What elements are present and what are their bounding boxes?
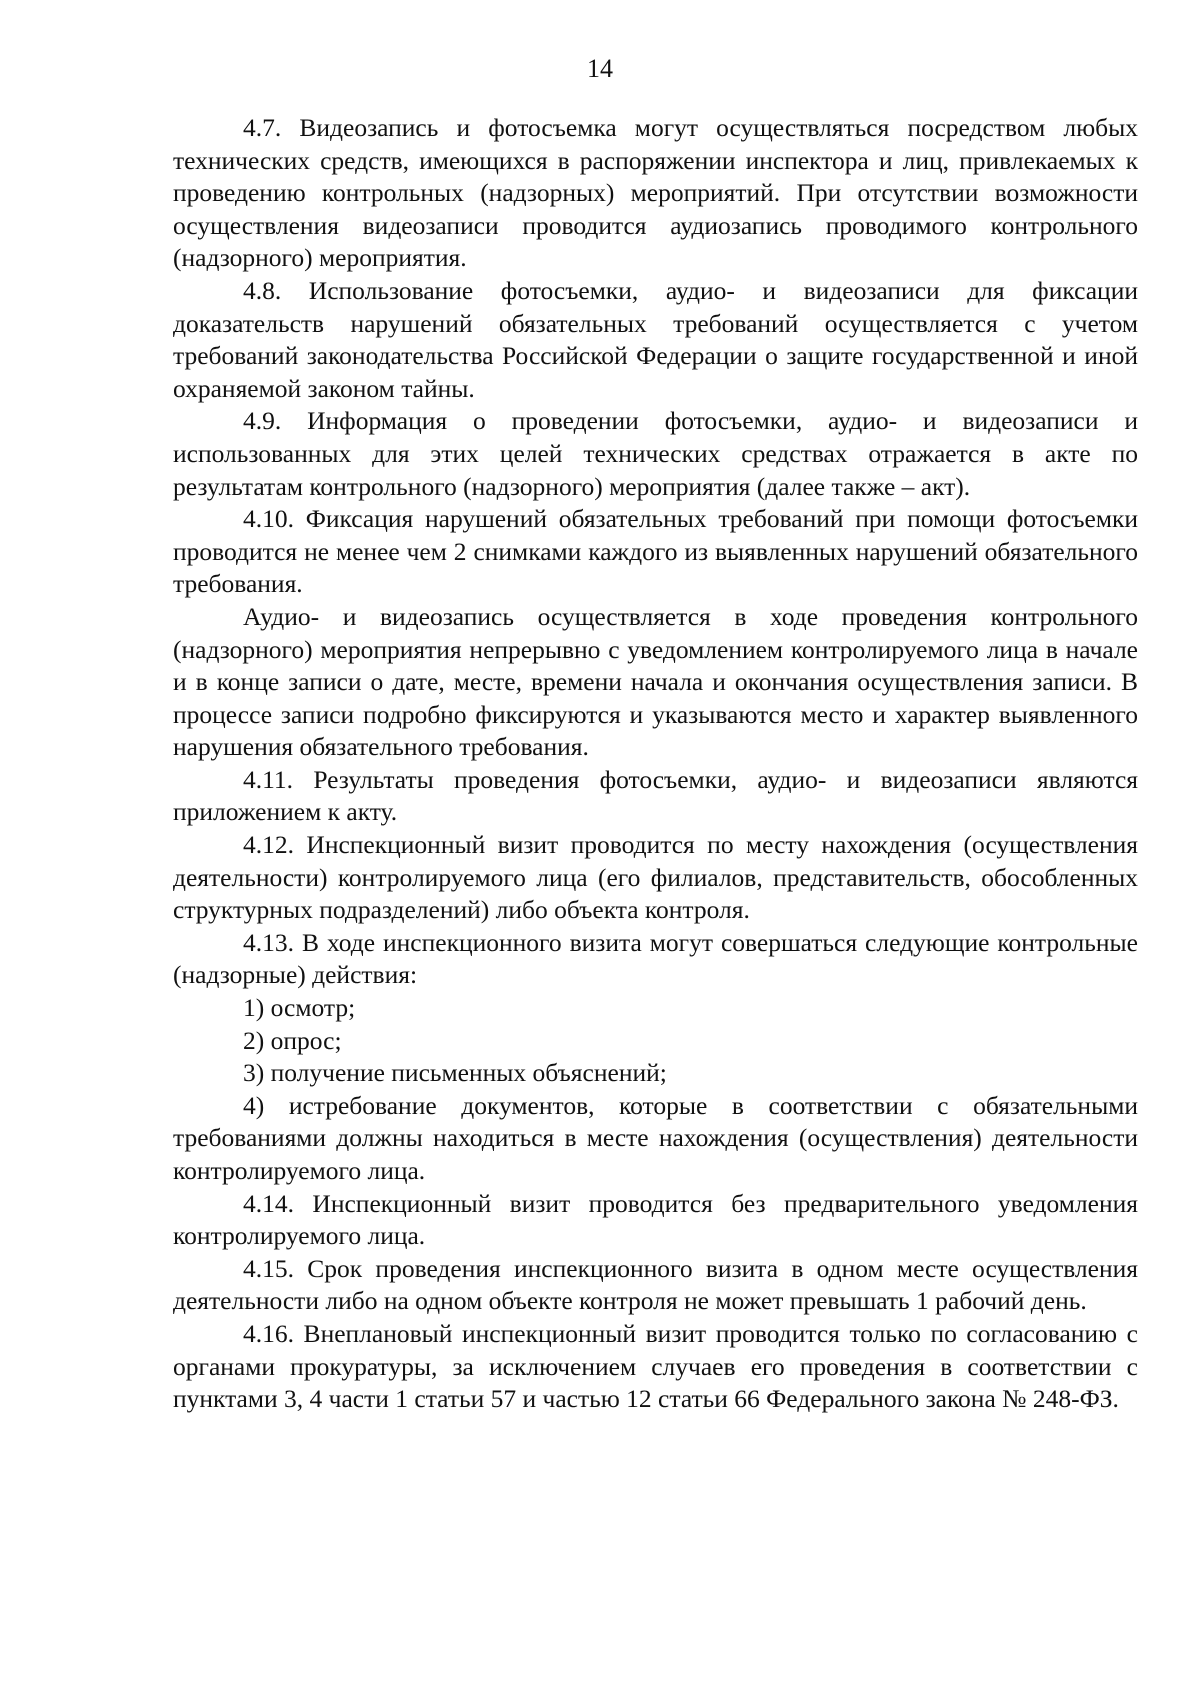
paragraph-4-10: 4.10. Фиксация нарушений обязательных требований при помощи фотосъемки проводится не менее чем 2 снимками каждого из выявленных нарушений обязательного требования.: [173, 504, 1138, 599]
paragraph-4-12: 4.12. Инспекционный визит проводится по месту нахождения (осуществления деятельности) контролируемого лица (его филиалов, представительств, обособленных структурных подразделений) либо объекта контроля.: [173, 830, 1138, 925]
paragraph-4-11: 4.11. Результаты проведения фотосъемки, аудио- и видеозаписи являются приложением к акту.: [173, 764, 1138, 827]
document-body: [173, 112, 1138, 1416]
paragraph-4-14: 4.14. Инспекционный визит проводится без предварительного уведомления контролируемого лица.: [173, 1188, 1138, 1251]
paragraph-4-9: 4.9. Информация о проведении фотосъемки, аудио- и видеозаписи и использованных для этих целей технических средствах отражается в акте по результатам контрольного (надзорного) мероприятия (далее также – акт).: [173, 406, 1138, 501]
page-number: 14: [587, 54, 613, 83]
list-item-2: 2) опрос;: [243, 1025, 342, 1055]
list-item-3: 3) получение письменных объяснений;: [243, 1058, 667, 1088]
paragraph-4-8: 4.8. Использование фотосъемки, аудио- и видеозаписи для фиксации доказательств нарушений обязательных требований осуществляется с учетом требований законодательства Российской Федерации о защите государственной и иной охраняемой законом тайны.: [173, 275, 1138, 403]
paragraph-audio-video: Аудио- и видеозапись осуществляется в ходе проведения контрольного (надзорного) мероприятия непрерывно с уведомлением контролируемого лица в начале и в конце записи о дате, месте, времени начала и окончания осуществления записи. В процессе записи подробно фиксируются и указываются место и характер выявленного нарушения обязательного требования.: [173, 601, 1138, 762]
list-item-1: 1) осмотр;: [243, 993, 356, 1023]
paragraph-4-16: 4.16. Внеплановый инспекционный визит проводится только по согласованию с органами прокуратуры, за исключением случаев его проведения в соответствии с пунктами 3, 4 части 1 статьи 57 и частью 12 статьи 66 Федерального закона № 248-ФЗ.: [173, 1318, 1138, 1414]
paragraph-4-13: 4.13. В ходе инспекционного визита могут совершаться следующие контрольные (надзорные) действия:: [173, 927, 1138, 990]
paragraph-4-7: 4.7. Видеозапись и фотосъемка могут осуществляться посредством любых технических средств, имеющихся в распоряжении инспектора и лиц, привлекаемых к проведению контрольных (надзорных) мероприятий. При отсутствии возможности осуществления видеозаписи проводится аудиозапись проводимого контрольного (надзорного) мероприятия.: [173, 113, 1138, 273]
paragraph-4-15: 4.15. Срок проведения инспекционного визита в одном месте осуществления деятельности либо на одном объекте контроля не может превышать 1 рабочий день.: [173, 1253, 1138, 1316]
list-item-4: 4) истребование документов, которые в соответствии с обязательными требованиями должны находиться в месте нахождения (осуществления) деятельности контролируемого лица.: [173, 1090, 1138, 1185]
